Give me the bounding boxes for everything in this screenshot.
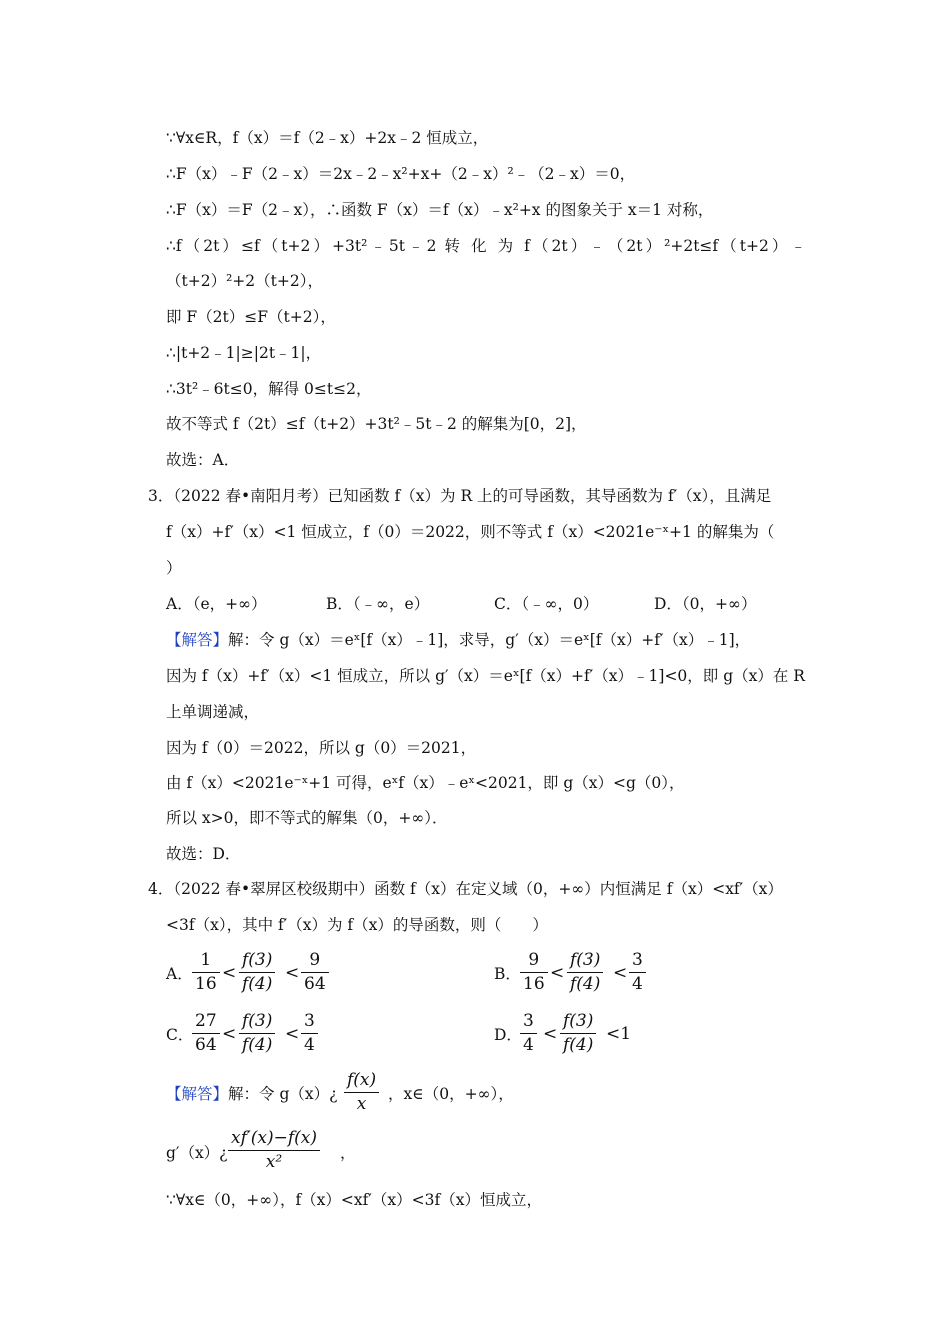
fraction: $\frac{9}{16}$ — [520, 950, 548, 995]
solution-text: ， — [340, 1144, 356, 1162]
question-4-option-b-label: B． — [494, 965, 521, 983]
fraction: $\frac{f(3)}{f(4)}$ — [560, 1011, 596, 1056]
solution-line: 所以 x>0，即不等式的解集（0，+∞）． — [166, 809, 448, 827]
answer-line: 故选：D． — [166, 845, 241, 863]
less-than-sign: < — [222, 963, 237, 983]
less-than-sign: < — [285, 1024, 300, 1044]
fraction: $\frac{f(3)}{f(4)}$ — [567, 950, 603, 995]
fraction: $\frac{3}{4}$ — [520, 1011, 537, 1056]
question-3-option-c: C．（﹣∞，0） — [494, 595, 599, 613]
question-3-option-b: B．（﹣∞，e） — [326, 595, 430, 613]
solution-text: 解：令 g（x）＝eˣ[f（x）﹣1]，求导，g′（x）＝eˣ[f（x）+f′（x）﹣1]， — [228, 631, 751, 649]
question-4-stem: 4．（2022 春•翠屏区校级期中）函数 f（x）在定义域（0，+∞）内恒满足 f（x）<xf′（x） — [148, 880, 783, 898]
solution-line: ∴F（x）＝F（2﹣x），∴函数 F（x）＝f（x）﹣x²+x 的图象关于 x＝1 对称， — [166, 201, 714, 219]
less-than-sign: < — [285, 963, 300, 983]
question-4-option-a-label: A． — [166, 965, 193, 983]
less-than-sign: < — [543, 1024, 558, 1044]
fraction: $\frac{3}{4}$ — [629, 950, 646, 995]
solution-line: ∴3t²﹣6t≤0，解得 0≤t≤2， — [166, 380, 372, 398]
fraction: $\frac{f(3)}{f(4)}$ — [239, 1011, 275, 1056]
solution-line: 即 F（2t）≤F（t+2）， — [166, 308, 336, 326]
solution-line — [166, 1084, 337, 1104]
question-3-stem: 3．（2022 春•南阳月考）已知函数 f（x）为 R 上的可导函数，其导函数为 f′（x），且满足 — [148, 487, 772, 505]
solution-line: ∴|t+2﹣1|≥|2t﹣1|， — [166, 344, 322, 362]
solution-tag: 【解答】 — [166, 631, 229, 649]
solution-line: 由 f（x）<2021e⁻ˣ+1 可得，eˣf（x）﹣eˣ<2021，即 g（x）<g（0）， — [166, 774, 685, 792]
fraction: $\frac{9}{64}$ — [301, 950, 329, 995]
fraction: $\frac{1}{16}$ — [192, 950, 220, 995]
fraction: $\frac{f(x)}{x}$ — [344, 1070, 379, 1115]
solution-line — [166, 630, 750, 650]
fraction: $\frac{27}{64}$ — [192, 1011, 220, 1056]
less-than-sign: < — [550, 963, 565, 983]
solution-line: 上单调递减， — [166, 703, 260, 721]
question-4-option-c-label: C． — [166, 1026, 194, 1044]
less-than-sign: < — [222, 1024, 237, 1044]
solution-line: 因为 f（0）＝2022，所以 g（0）＝2021， — [166, 739, 477, 757]
solution-text: g′（x）¿ — [166, 1144, 228, 1162]
question-3-option-d: D．（0，+∞） — [654, 595, 757, 613]
question-4-option-d-label: D． — [494, 1026, 522, 1044]
question-3-option-a: A．（e，+∞） — [166, 595, 267, 613]
solution-line: ∵∀x∈R，f（x）＝f（2﹣x）+2x﹣2 恒成立， — [166, 129, 489, 147]
solution-line: 因为 f（x）+f′（x）<1 恒成立，所以 g′（x）＝eˣ[f（x）+f′（x）﹣1]<0，即 g（x）在 R — [166, 667, 805, 685]
less-than-one: <1 — [606, 1024, 632, 1044]
solution-text: 解：令 g（x）¿ — [228, 1085, 338, 1103]
fraction: $\frac{xf'(x)-f(x)}{\text{x²}}$ — [228, 1128, 320, 1173]
question-4-stem: <3f（x），其中 f′（x）为 f（x）的导函数，则（ ） — [166, 916, 548, 934]
solution-tag: 【解答】 — [166, 1085, 229, 1103]
solution-line: （t+2）²+2（t+2）， — [166, 272, 323, 290]
fraction: $\frac{3}{4}$ — [301, 1011, 318, 1056]
solution-line: 故不等式 f（2t）≤f（t+2）+3t²﹣5t﹣2 的解集为[0，2]， — [166, 415, 587, 433]
solution-line: ∵∀x∈（0，+∞），f（x）<xf′（x）<3f（x）恒成立， — [166, 1191, 542, 1209]
solution-line: ∴f（2t）≤f（t+2）+3t²﹣5t﹣2 转 化 为 f（2t）﹣（2t）²+2t≤f（t+2）﹣ — [166, 237, 806, 255]
solution-text: ，x∈（0，+∞）， — [388, 1085, 514, 1103]
less-than-sign: < — [613, 963, 628, 983]
fraction: $\frac{f(3)}{f(4)}$ — [239, 950, 275, 995]
solution-line: ∴F（x）﹣F（2﹣x）＝2x﹣2﹣x²+x+（2﹣x）²﹣（2﹣x）＝0， — [166, 165, 636, 183]
answer-line: 故选：A． — [166, 451, 240, 469]
question-3-stem: f（x）+f′（x）<1 恒成立，f（0）＝2022，则不等式 f（x）<2021e⁻ˣ+1 的解集为（ — [166, 523, 775, 541]
question-3-stem: ） — [166, 559, 182, 577]
